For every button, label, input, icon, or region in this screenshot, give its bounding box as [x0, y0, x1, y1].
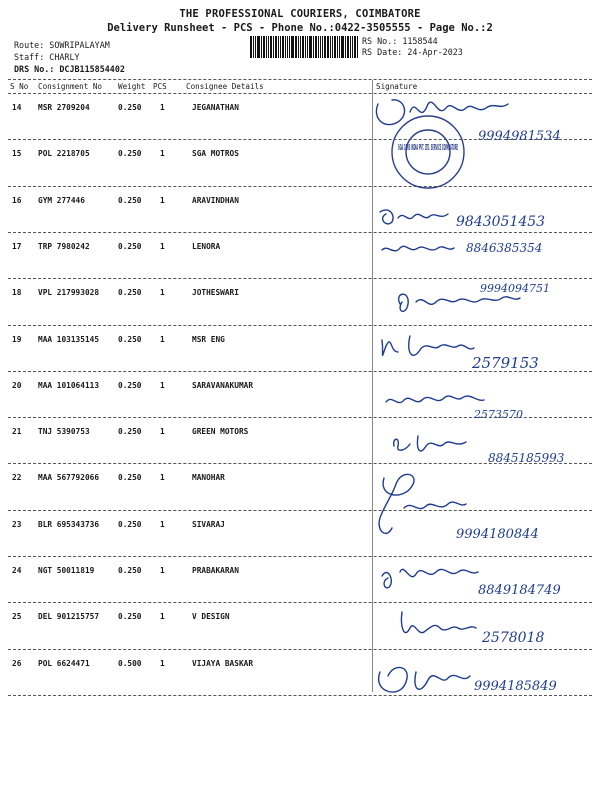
- signature-phone: 9994094751: [480, 282, 550, 295]
- signature-row-17: [382, 241, 542, 255]
- col-consignee: Consignee Details: [186, 82, 264, 91]
- row-sno: 23: [12, 519, 22, 529]
- row-pcs: 1: [160, 103, 165, 112]
- row-consignee: JEGANATHAN: [192, 103, 239, 112]
- col-signature: Signature: [376, 82, 418, 91]
- row-divider: [8, 325, 592, 326]
- row-weight: 0.250: [118, 195, 142, 205]
- row-consignment-no: DEL 901215757: [38, 612, 100, 622]
- stamp-text: SGA CARS INDIA PVT. LTD. SERVICE COIMBATORE: [398, 143, 458, 152]
- signature-phone: 8846385354: [466, 241, 543, 255]
- row-pcs: 1: [160, 195, 165, 205]
- row-weight: 0.250: [118, 473, 142, 483]
- row-pcs: 1: [160, 241, 165, 251]
- row-pcs: 1: [160, 658, 165, 668]
- signature-row-26: [379, 667, 557, 694]
- signature-row-22: [379, 474, 466, 533]
- row-consignment-no: TNJ 5390753: [38, 427, 90, 437]
- signature-row-24: [382, 569, 561, 598]
- signature-phone: 9843051453: [456, 214, 546, 230]
- row-consignee: PRABAKARAN: [192, 566, 239, 575]
- row-divider: [8, 556, 592, 557]
- company-stamp: [392, 116, 464, 188]
- row-consignee: SIVARAJ: [192, 519, 225, 529]
- row-consignment-no: VPL 217993028: [38, 288, 100, 298]
- row-consignment-no: NGT 50011819: [38, 566, 95, 575]
- signature-row-18: [399, 282, 550, 311]
- row-pcs: 1: [160, 519, 165, 529]
- signature-phone: 9994981534: [478, 129, 561, 144]
- row-consignment-no: POL 2218705: [38, 149, 90, 159]
- row-divider: [8, 186, 592, 187]
- rs-date: RS Date: 24-Apr-2023: [362, 47, 463, 57]
- row-divider: [8, 602, 592, 603]
- row-divider: [8, 417, 592, 418]
- col-consignment: Consignment No: [38, 82, 103, 91]
- row-consignee: JOTHESWARI: [192, 288, 239, 298]
- table-header-rule: [8, 93, 592, 94]
- signature-phone: 9994180844: [456, 527, 539, 542]
- row-weight: 0.500: [118, 658, 142, 668]
- row-pcs: 1: [160, 288, 165, 298]
- signature-phone: 2579153: [472, 354, 539, 372]
- signature-row-14: [376, 100, 560, 144]
- row-sno: 25: [12, 612, 22, 622]
- row-sno: 24: [12, 566, 22, 575]
- row-pcs: 1: [160, 566, 165, 575]
- row-consignee: GREEN MOTORS: [192, 427, 249, 437]
- row-consignment-no: MAA 101064113: [38, 380, 100, 390]
- row-weight: 0.250: [118, 380, 142, 390]
- signature-phone: 2578018: [482, 630, 545, 646]
- row-consignment-no: MSR 2709204: [38, 103, 90, 112]
- row-consignee: ARAVINDHAN: [192, 195, 239, 205]
- col-weight: Weight: [118, 82, 146, 91]
- row-divider: [8, 232, 592, 233]
- signature-row-23: [456, 527, 539, 542]
- row-pcs: 1: [160, 427, 165, 437]
- signature-phone: 2573570: [474, 408, 523, 421]
- row-weight: 0.250: [118, 334, 142, 344]
- row-consignment-no: GYM 277446: [38, 195, 85, 205]
- row-consignment-no: POL 6624471: [38, 658, 90, 668]
- signature-row-25: [401, 612, 544, 646]
- signature-row-21: [394, 436, 565, 465]
- col-pcs: PCS: [153, 82, 167, 91]
- row-divider: [8, 463, 592, 464]
- row-consignee: V DESIGN: [192, 612, 230, 622]
- row-consignee: SGA MOTROS: [192, 149, 239, 159]
- row-pcs: 1: [160, 334, 165, 344]
- row-weight: 0.250: [118, 103, 142, 112]
- signature-row-16: [380, 210, 545, 230]
- row-pcs: 1: [160, 380, 165, 390]
- row-sno: 14: [12, 103, 22, 112]
- signature-column-divider: [372, 80, 373, 692]
- row-consignee: MSR ENG: [192, 334, 225, 344]
- runsheet-subtitle: Delivery Runsheet - PCS - Phone No.:0422-3505555 - Page No.:2: [107, 22, 493, 34]
- row-consignment-no: MAA 567792066: [38, 473, 100, 483]
- company-title: THE PROFESSIONAL COURIERS, COIMBATORE: [179, 8, 421, 20]
- row-divider: [8, 371, 592, 372]
- signature-phone: 9994185849: [474, 679, 557, 694]
- route-label: Route: SOWRIPALAYAM: [14, 40, 110, 50]
- barcode: [250, 36, 358, 58]
- row-sno: 17: [12, 241, 22, 251]
- row-pcs: 1: [160, 612, 165, 622]
- row-weight: 0.250: [118, 241, 142, 251]
- signature-phone: 8845185993: [488, 451, 565, 465]
- row-weight: 0.250: [118, 566, 142, 575]
- row-pcs: 1: [160, 473, 165, 483]
- row-sno: 19: [12, 334, 22, 344]
- row-weight: 0.250: [118, 288, 142, 298]
- row-weight: 0.250: [118, 519, 142, 529]
- row-divider: [8, 139, 592, 140]
- row-consignee: LENORA: [192, 241, 221, 251]
- row-sno: 26: [12, 658, 22, 668]
- row-divider: [8, 510, 592, 511]
- drs-number: DRS No.: DCJB115854402: [14, 64, 125, 74]
- row-divider: [8, 278, 592, 279]
- signature-row-19: [382, 336, 539, 372]
- row-weight: 0.250: [118, 427, 142, 437]
- row-pcs: 1: [160, 149, 165, 159]
- row-sno: 16: [12, 195, 22, 205]
- row-consignee: MANOHAR: [192, 473, 225, 483]
- col-sno: S No: [10, 82, 29, 91]
- row-consignment-no: BLR 695343736: [38, 519, 100, 529]
- row-sno: 15: [12, 149, 22, 159]
- row-weight: 0.250: [118, 149, 142, 159]
- row-sno: 22: [12, 473, 22, 483]
- row-consignee: VIJAYA BASKAR: [192, 658, 254, 668]
- table-top-rule: [8, 79, 592, 80]
- row-weight: 0.250: [118, 612, 142, 622]
- row-sno: 18: [12, 288, 22, 298]
- row-consignment-no: TRP 7980242: [38, 241, 90, 251]
- staff-label: Staff: CHARLY: [14, 52, 80, 62]
- rs-number: RS No.: 1158544: [362, 36, 438, 46]
- row-divider: [8, 695, 592, 696]
- row-divider: [8, 649, 592, 650]
- row-consignment-no: MAA 103135145: [38, 334, 100, 344]
- row-consignee: SARAVANAKUMAR: [192, 380, 254, 390]
- row-sno: 21: [12, 427, 22, 437]
- signature-phone: 8849184749: [478, 583, 561, 598]
- row-sno: 20: [12, 380, 22, 390]
